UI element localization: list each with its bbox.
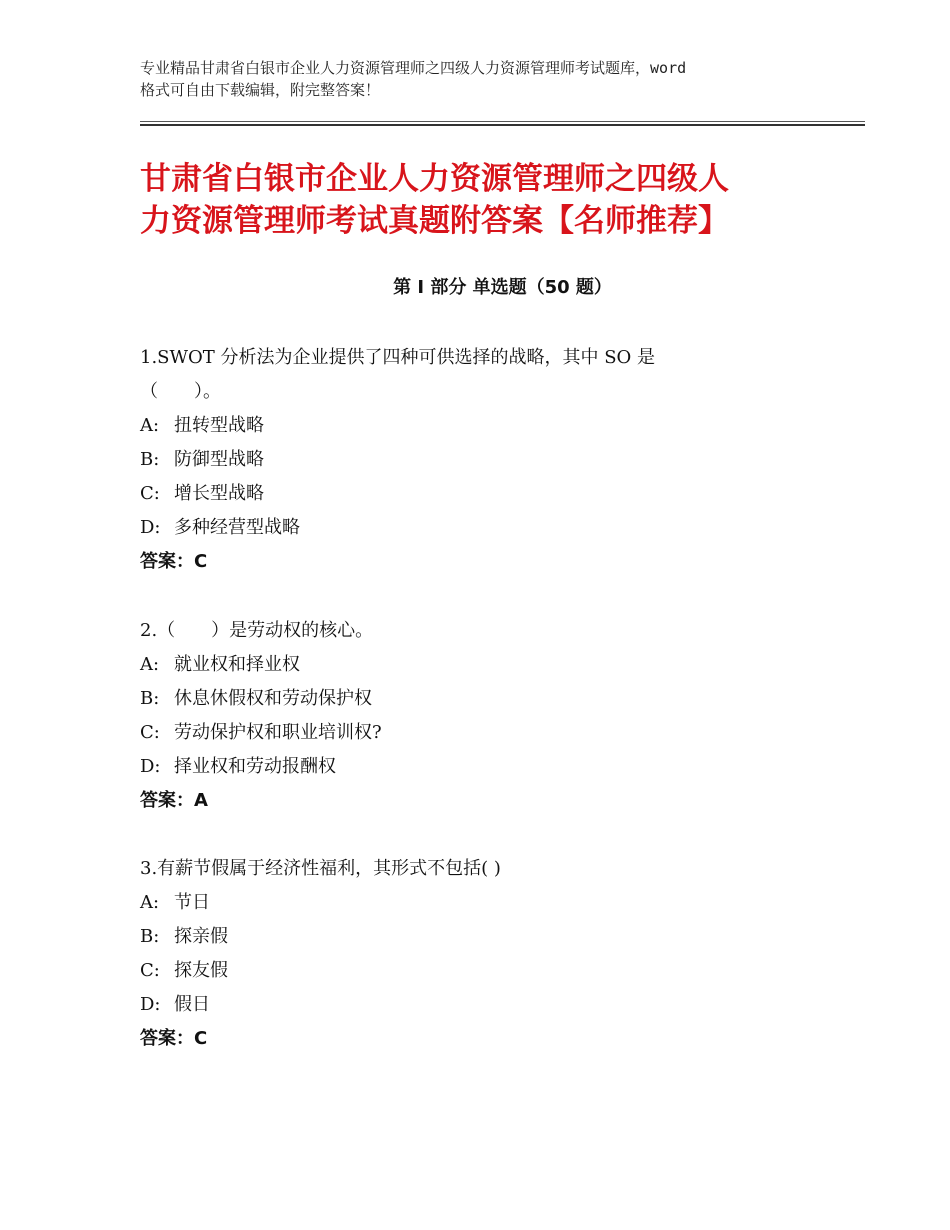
option-text: 增长型战略	[174, 483, 264, 504]
option-text: 休息休假权和劳动保护权	[174, 688, 372, 709]
header-rule-bottom	[140, 124, 865, 126]
question-2-option-d	[140, 750, 830, 784]
option-text: 择业权和劳动报酬权	[174, 756, 336, 777]
option-key: B:	[140, 688, 160, 709]
option-key: D:	[140, 994, 161, 1015]
document-title-line-1: 甘肃省白银市企业人力资源管理师之四级人	[140, 161, 729, 197]
option-key: B:	[140, 926, 160, 947]
question-3	[140, 852, 830, 1056]
option-text: 就业权和择业权	[174, 654, 300, 675]
question-2	[140, 614, 830, 818]
option-text: 探友假	[174, 960, 228, 981]
option-key: A:	[140, 415, 160, 436]
option-text: 劳动保护权和职业培训权?	[174, 722, 382, 743]
option-key: B:	[140, 449, 160, 470]
question-2-option-b	[140, 682, 830, 716]
question-1-option-c	[140, 477, 830, 511]
document-title	[140, 158, 840, 242]
question-3-stem-line-1: 3.有薪节假属于经济性福利，其形式不包括( )	[140, 858, 501, 879]
question-1	[140, 341, 830, 579]
option-text: 多种经营型战略	[174, 517, 300, 538]
header-rule-top	[140, 121, 865, 122]
option-key: C:	[140, 722, 160, 743]
option-key: A:	[140, 892, 160, 913]
header-note-line-2: 格式可自由下载编辑，附完整答案！	[140, 81, 381, 99]
question-1-option-d	[140, 511, 830, 545]
question-3-option-d	[140, 988, 830, 1022]
question-3-option-c	[140, 954, 830, 988]
question-1-option-b	[140, 443, 830, 477]
option-key: D:	[140, 756, 161, 777]
option-text: 探亲假	[174, 926, 228, 947]
option-key: C:	[140, 960, 160, 981]
question-2-option-c	[140, 716, 830, 750]
section-title: 第 I 部分 单选题（50 题）	[393, 277, 612, 298]
question-3-answer: 答案：C	[140, 1028, 208, 1049]
question-2-answer: 答案：A	[140, 790, 208, 811]
question-1-option-a	[140, 409, 830, 443]
question-1-answer: 答案：C	[140, 551, 208, 572]
question-1-stem-line-2: （ ）。	[140, 381, 221, 402]
document-title-line-2: 力资源管理师考试真题附答案【名师推荐】	[140, 203, 729, 239]
option-text: 防御型战略	[174, 449, 264, 470]
question-2-stem-line-1: 2.（ ）是劳动权的核心。	[140, 620, 374, 641]
question-2-option-a	[140, 648, 830, 682]
option-key: D:	[140, 517, 161, 538]
option-text: 假日	[174, 994, 210, 1015]
question-3-option-a	[140, 886, 830, 920]
question-1-stem-line-1: 1.SWOT 分析法为企业提供了四种可供选择的战略，其中 SO 是	[140, 347, 656, 368]
option-key: C:	[140, 483, 160, 504]
option-key: A:	[140, 654, 160, 675]
header-note	[140, 57, 830, 101]
question-3-option-b	[140, 920, 830, 954]
header-note-line-1: 专业精品甘肃省白银市企业人力资源管理师之四级人力资源管理师考试题库，word	[140, 59, 687, 77]
option-text: 节日	[174, 892, 210, 913]
option-text: 扭转型战略	[174, 415, 264, 436]
